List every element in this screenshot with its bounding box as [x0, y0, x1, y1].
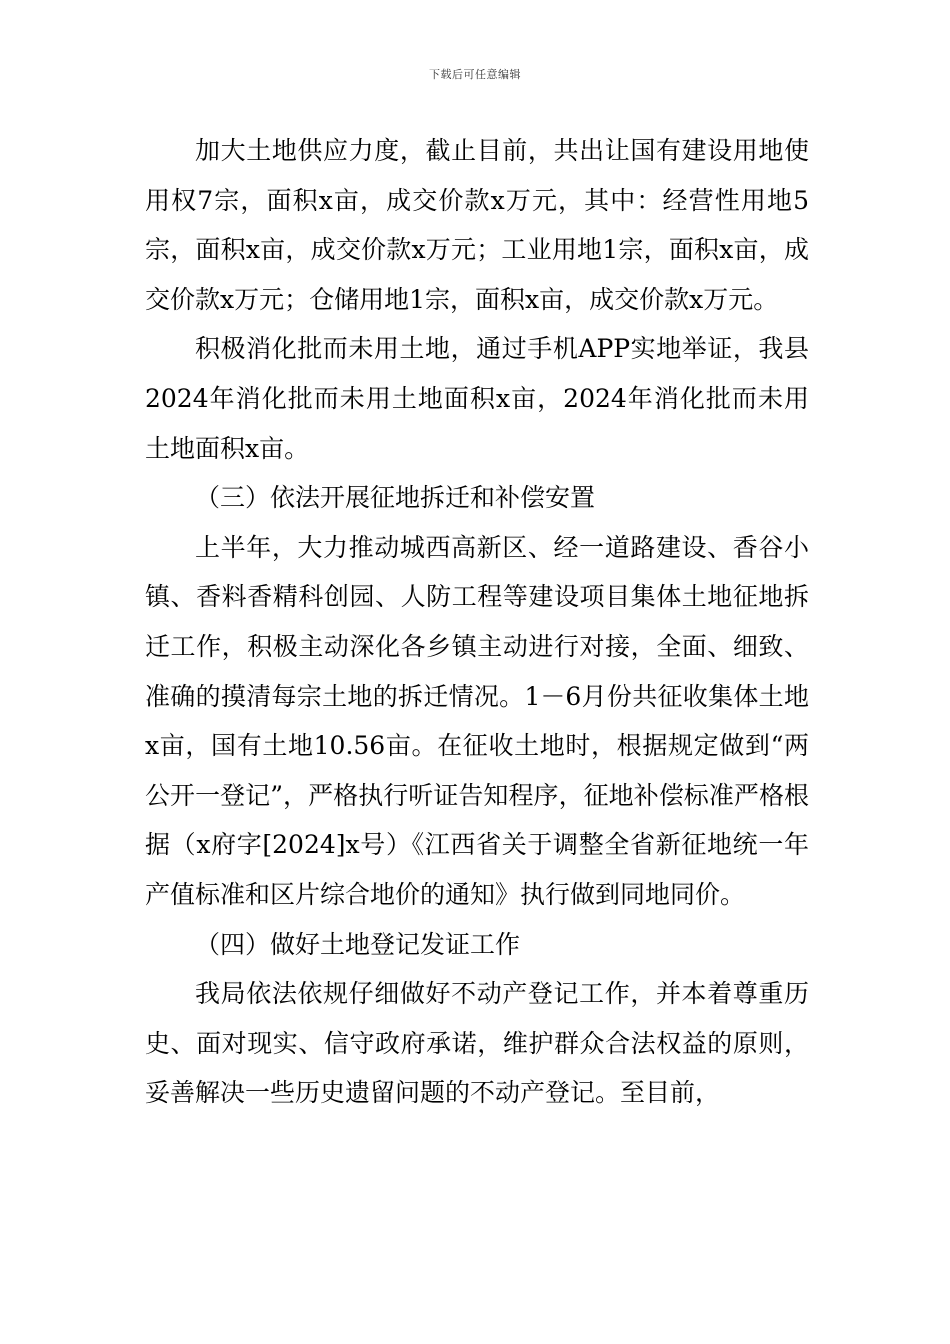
page-header: 下载后可任意编辑	[429, 68, 521, 81]
section-heading-4: （四）做好土地登记发证工作	[195, 929, 521, 959]
section-heading-3: （三）依法开展征地拆迁和补偿安置	[195, 483, 596, 513]
paragraph-registration: 我局依法依规仔细做好不动产登记工作，并本着尊重历史、面对现实、信守政府承诺，维护群众合法权益的原则，妥善解决一些历史遗留问题的不动产登记。至目前，	[145, 979, 809, 1108]
paragraph-land-acquisition: 上半年，大力推动城西高新区、经一道路建设、香谷小镇、香料香精科创园、人防工程等建设项目集体土地征地拆迁工作，积极主动深化各乡镇主动进行对接，全面、细致、准确的摸清每宗土地的拆迁情况。1－6月份共征收集体土地x亩，国有土地10.56亩。在征收土地时，根据规定做到“两公开一登记”，严格执行听证告知程序，征地补偿标准严格根据（x府字[2024]x号）《江西省关于调整全省新征地统一年产值标准和区片综合地价的通知》执行做到同地同价。	[145, 532, 809, 909]
document-body	[145, 126, 809, 1118]
paragraph-unused-land: 积极消化批而未用土地，通过手机APP实地举证，我县2024年消化批而未用土地面积x亩，2024年消化批而未用土地面积x亩。	[145, 334, 809, 463]
paragraph-land-supply: 加大土地供应力度，截止目前，共出让国有建设用地使用权7宗，面积x亩，成交价款x万元，其中：经营性用地5宗，面积x亩，成交价款x万元；工业用地1宗，面积x亩，成交价款x万元；仓储用地1宗，面积x亩，成交价款x万元。	[145, 136, 809, 314]
